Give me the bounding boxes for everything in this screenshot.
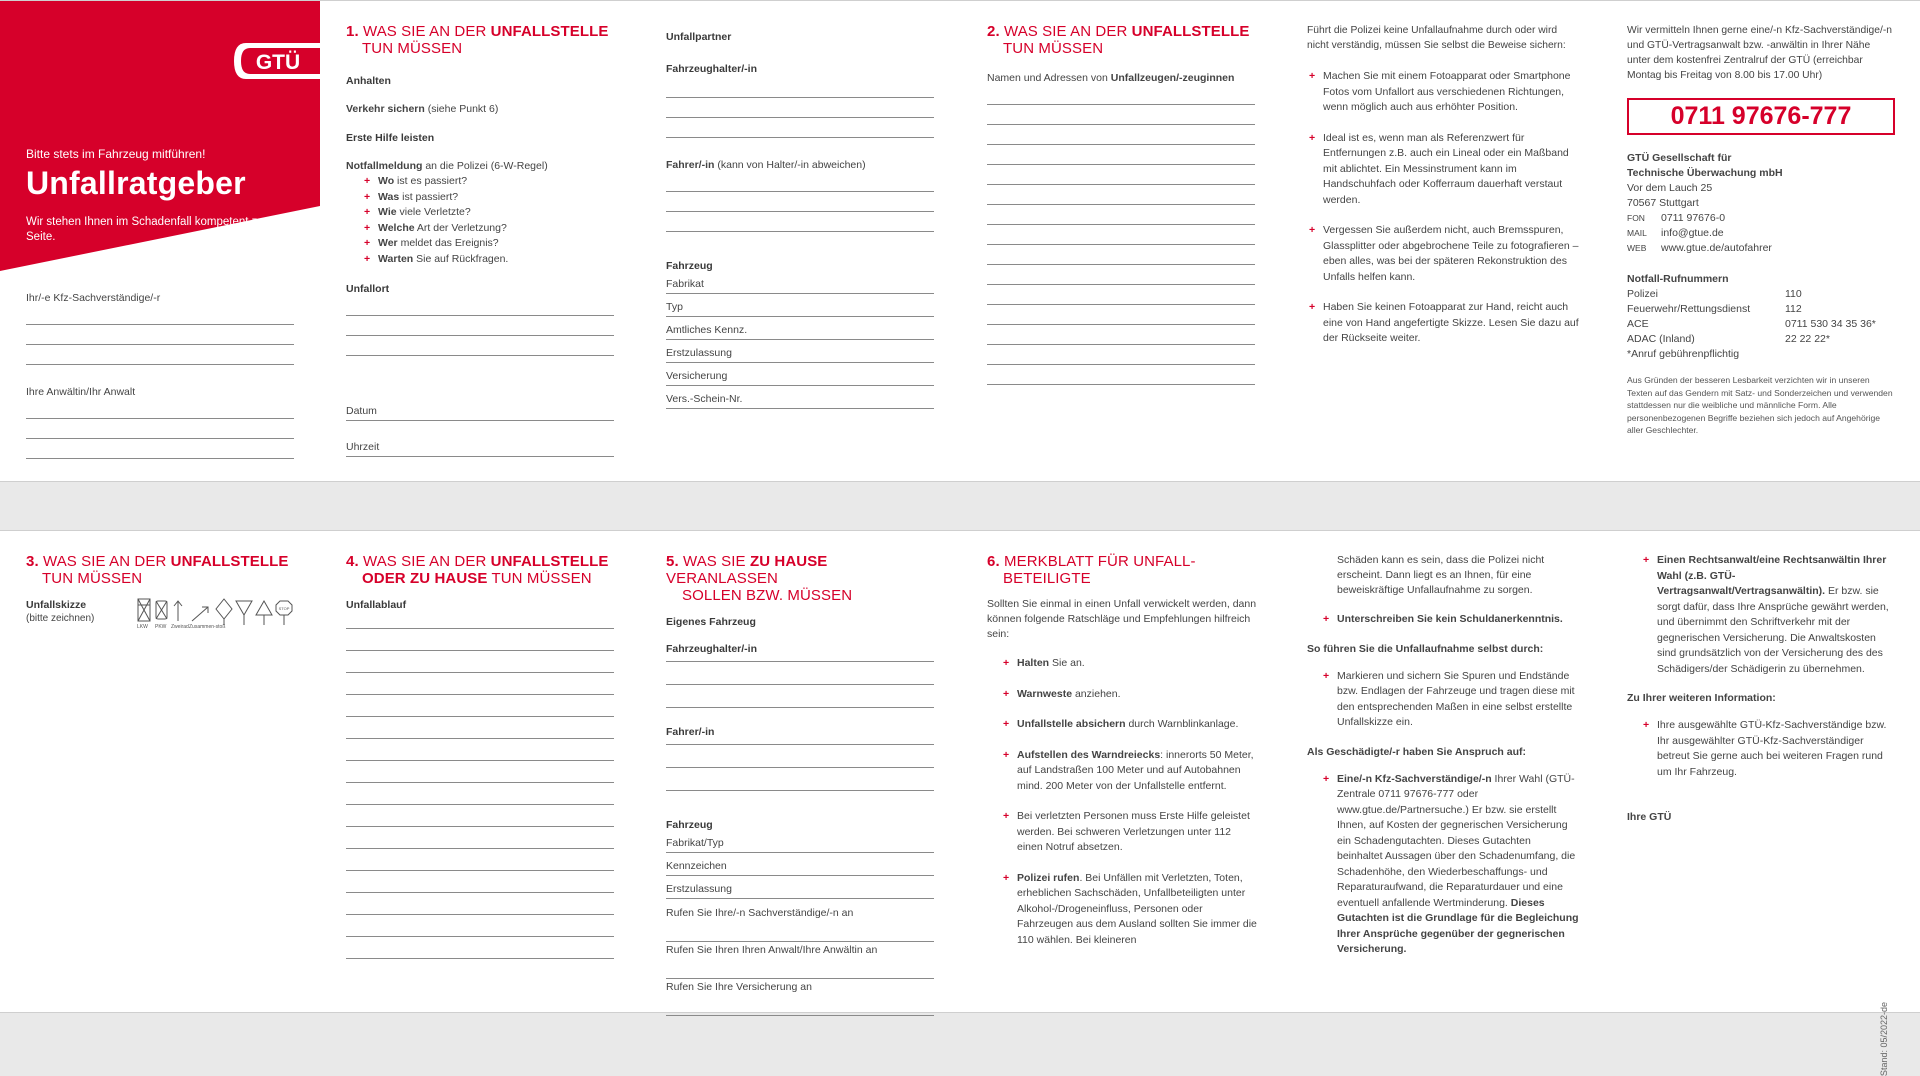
write-line[interactable] [346, 694, 614, 695]
write-line[interactable] [666, 97, 934, 98]
pkw-label: PKW [155, 624, 167, 630]
write-line[interactable] [666, 661, 934, 662]
fee-note: *Anruf gebührenpflichtig [1627, 348, 1740, 360]
company-name-1: GTÜ Gesellschaft für [1627, 152, 1732, 164]
field-kennzeichen[interactable]: Kennzeichen [666, 860, 934, 876]
write-line[interactable] [666, 137, 934, 138]
write-line[interactable] [26, 438, 294, 439]
call-fields [666, 907, 934, 1017]
own-vehicle-fields [666, 837, 934, 907]
contact-fon: FON 0711 97676-0 [1627, 212, 1726, 224]
stop-text: STOP [278, 606, 290, 611]
list-item: + Vergessen Sie außerdem nicht, auch Bremsspuren, Glassplitter oder abgebrochene Teile zu fotografieren – eben alles, was bei der späteren Rekonstruktion des Unfalls helfen kann. [1307, 223, 1579, 285]
write-line[interactable] [666, 744, 934, 745]
write-line[interactable] [346, 650, 614, 651]
vehicle-fields [666, 278, 934, 418]
evidence-list [1307, 69, 1579, 347]
write-line[interactable] [987, 164, 1255, 165]
schuld-list [1321, 612, 1579, 628]
list-item: + Einen Rechtsanwalt/eine Rechtsanwältin Ihrer Wahl (z.B. GTÜ-Vertragsanwalt/Vertragsanwältin). Er bzw. sie sorgt dafür, dass Ihre Ansprüche gewährt werden, und übernimmt den Schriftverkehr mit der gegnerischen Versicherung. Die Anwaltskosten sind grundsätzlich von der Versicherung des des Schädigers/der Schädigerin zu übernehmen. [1641, 553, 1895, 677]
merkblatt-intro: Sollten Sie einmal in einen Unfall verwickelt werden, dann können folgende Ratschläge und Empfehlungen hilfreich sein: [987, 598, 1257, 640]
back-sheet [0, 530, 1920, 1076]
write-line[interactable] [666, 684, 934, 685]
halter-label: Fahrzeughalter/-in [666, 63, 758, 75]
write-line[interactable] [987, 364, 1255, 365]
step-note: (siehe Punkt 6) [424, 103, 499, 115]
list-item: + Unterschreiben Sie kein Schuldanerkenntnis. [1321, 612, 1579, 628]
write-line[interactable] [346, 716, 614, 717]
fahrzeug-label: Fahrzeug [666, 260, 713, 272]
zweirad-label: Zweirad [171, 624, 189, 630]
write-line[interactable] [666, 790, 934, 791]
carry-note: Bitte stets im Fahrzeug mitführen! [26, 147, 206, 161]
sketch-note: (bitte zeichnen) [26, 613, 95, 624]
write-line[interactable] [987, 244, 1255, 245]
section-4-panel [346, 531, 614, 1012]
emergency-row: ADAC (Inland) 22 22 22* [1627, 333, 1830, 345]
evidence-panel [1307, 1, 1579, 481]
section-2-title: 2. WAS SIE AN DER UNFALLSTELLE TUN MÜSSEN [987, 23, 1250, 57]
write-line[interactable] [987, 384, 1255, 385]
list-item: + Aufstellen des Warndreiecks: innerorts 50 Meter, auf Landstraßen 100 Meter und auf Autobahnen mind. 200 Meter von der Unfallstelle entfernt. [1001, 748, 1259, 795]
stoss-label: Zusammen-stoß [189, 624, 226, 630]
list-item: + Eine/-n Kfz-Sachverständige/-n Ihrer Wahl (GTÜ-Zentrale 0711 97676-777 oder www.gtue.de/Partnersuche.) Er bzw. sie erstellt Ihnen, auf Kosten der gegnerischen Versicherung ein Schadengutachten. Dieses Gutachten beinhaltet Aussagen über den Schadenumfang, die Schadenhöhe, den Wiederbeschaffungs- und Reparaturaufwand, die Reparaturdauer und eine eventuell anfallende Wertminderung. Dieses Gutachten ist die Grundlage für die Begleichung Ihrer Ansprüche gegenüber der gegnerischen Versicherung. [1321, 772, 1579, 958]
section-1-panel [346, 1, 614, 481]
list-item: + Haben Sie keinen Fotoapparat zur Hand, reicht auch eine von Hand angefertigte Skizze. Lesen Sie dazu auf der Rückseite weiter. [1307, 300, 1579, 347]
signature: Ihre GTÜ [1627, 811, 1672, 823]
partner-title: Unfallpartner [666, 31, 732, 43]
uhrzeit-label: Uhrzeit [346, 441, 614, 457]
step-note: an die Polizei (6-W-Regel) [422, 160, 548, 172]
contact-mail: MAIL info@gtue.de [1627, 227, 1724, 239]
fahrzeug-label: Fahrzeug [666, 819, 713, 831]
w-rule-list [362, 174, 614, 267]
stand-date: Stand: 05/2022-de [1879, 1002, 1889, 1076]
write-line[interactable] [26, 418, 294, 419]
write-line[interactable] [346, 315, 614, 316]
write-line[interactable] [346, 355, 614, 356]
section-number: 1. [346, 23, 359, 40]
write-line[interactable] [346, 936, 614, 937]
write-line[interactable] [346, 760, 614, 761]
write-line[interactable] [346, 782, 614, 783]
list-item: + Wie viele Verletzte? [362, 205, 614, 221]
ablauf-label: Unfallablauf [346, 599, 407, 611]
evidence-intro: Führt die Polizei keine Unfallaufnahme durch oder wird nicht verständig, müssen Sie selbst die Beweise sichern: [1307, 25, 1566, 51]
gender-note: Aus Gründen der besseren Lesbarkeit verzichten wir in unseren Texten auf das Gendern mit Satz- und Sonderzeichen und verwenden stattdessen nur die weibliche und männliche Form. Alle personenbezogenen Begriffe beziehen sich jedoch auf Angehörige aller Geschlechter. [1627, 375, 1893, 435]
section-5-title: 5. WAS SIE ZU HAUSE VERANLASSEN SOLLEN BZW. MÜSSEN [666, 553, 853, 604]
section-4-title: 4. WAS SIE AN DER UNFALLSTELLE ODER ZU HAUSE TUN MÜSSEN [346, 553, 609, 587]
write-line[interactable] [987, 344, 1255, 345]
step-notfall [346, 159, 614, 174]
write-line[interactable] [346, 826, 614, 827]
mail-link[interactable]: info@gtue.de [1661, 227, 1724, 239]
unfallort-label: Unfallort [346, 283, 390, 295]
call-lawyer-field[interactable]: Rufen Sie Ihren Ihren Anwalt/Ihre Anwältin an [666, 944, 934, 979]
hotline-number[interactable]: 0711 97676-777 [1627, 98, 1895, 135]
title-part: UNFALLSTELLE [490, 23, 609, 40]
step-label: Verkehr sichern [346, 103, 425, 115]
write-line[interactable] [346, 804, 614, 805]
write-line[interactable] [987, 184, 1255, 185]
list-item: + Halten Sie an. [1001, 656, 1259, 672]
emergency-list [1627, 287, 1895, 347]
emergency-row: Polizei 110 [1627, 288, 1802, 300]
field-typ[interactable]: Typ [666, 301, 934, 317]
write-line[interactable] [666, 707, 934, 708]
write-line[interactable] [26, 364, 294, 365]
front-sheet [0, 0, 1920, 482]
info-list [1641, 718, 1895, 780]
write-line[interactable] [346, 892, 614, 893]
web-link[interactable]: www.gtue.de/autofahrer [1661, 242, 1772, 254]
write-line[interactable] [666, 211, 934, 212]
write-line[interactable] [987, 144, 1255, 145]
witness-lines [987, 104, 1255, 385]
priority-sign-icon [216, 599, 232, 619]
section-3-title: 3. WAS SIE AN DER UNFALLSTELLE TUN MÜSSEN [26, 553, 289, 587]
anwalt-list [1641, 553, 1895, 677]
field-erstzulassung[interactable]: Erstzulassung [666, 883, 934, 899]
field-versicherung[interactable]: Versicherung [666, 370, 934, 386]
write-line[interactable] [346, 738, 614, 739]
continuation-1-panel [1307, 531, 1579, 1012]
info-heading: Zu Ihrer weiteren Information: [1627, 692, 1776, 704]
cover-panel [0, 1, 320, 483]
cont-paragraph: Schäden kann es sein, dass die Polizei nicht erscheint. Dann liegt es an Ihnen, für eine beweiskräftige Unfallaufnahme zu sorgen. [1337, 554, 1545, 596]
warning-sign-icon [256, 601, 272, 615]
title-part: TUN MÜSSEN [362, 40, 463, 57]
write-line[interactable] [666, 117, 934, 118]
aufnahme-heading: So führen Sie die Unfallaufnahme selbst durch: [1307, 642, 1544, 655]
partner-panel [666, 1, 934, 481]
field-vers-schein[interactable]: Vers.-Schein-Nr. [666, 393, 934, 409]
list-item: + Wer meldet das Ereignis? [362, 236, 614, 252]
write-line[interactable] [346, 628, 614, 629]
write-line[interactable] [987, 204, 1255, 205]
list-item: + Wo ist es passiert? [362, 174, 614, 190]
write-line[interactable] [346, 335, 614, 336]
emergency-title: Notfall-Rufnummern [1627, 273, 1729, 285]
write-line[interactable] [346, 914, 614, 915]
write-line[interactable] [346, 672, 614, 673]
lawyer-field[interactable] [26, 385, 294, 459]
step-erste-hilfe: Erste Hilfe leisten [346, 132, 435, 144]
datum-label: Datum [346, 405, 614, 421]
write-line[interactable] [987, 124, 1255, 125]
field-kennzeichen[interactable]: Amtliches Kennz. [666, 324, 934, 340]
write-line[interactable] [346, 848, 614, 849]
section-6-title: 6. MERKBLATT FÜR UNFALL- BETEILIGTE [987, 553, 1196, 587]
expert-field[interactable] [26, 291, 294, 365]
section-3-panel [26, 531, 294, 1012]
logo-text: GTÜ [255, 51, 301, 74]
write-line[interactable] [666, 231, 934, 232]
field-erstzulassung[interactable]: Erstzulassung [666, 347, 934, 363]
company-street: Vor dem Lauch 25 [1627, 182, 1713, 194]
field-fabrikat[interactable]: Fabrikat [666, 278, 934, 294]
step-label: Notfallmeldung [346, 160, 423, 172]
yield-sign-icon [236, 601, 252, 615]
list-item: + Ihre ausgewählte GTÜ-Kfz-Sachverständige bzw. Ihr ausgewählter GTÜ-Kfz-Sachverständiger betreut Sie gerne auch bei weiteren Fragen rund um Ihr Fahrzeug. [1641, 718, 1895, 780]
list-item: + Warnweste anziehen. [1001, 687, 1259, 703]
lawyer-label: Ihre Anwältin/Ihr Anwalt [26, 386, 136, 398]
lkw-label: LKW [137, 624, 148, 630]
list-item: + Markieren und sichern Sie Spuren und Endstände bzw. Endlagen der Fahrzeuge und tragen diese mit den entsprechenden Maßen in eine selbst erstellte Unfallskizze ein. [1321, 669, 1579, 731]
write-line[interactable] [346, 870, 614, 871]
traffic-symbols [136, 597, 322, 639]
list-item: + Polizei rufen. Bei Unfällen mit Verletzten, Toten, erheblichen Sachschäden, Unfallbeteiligten unter Alkohol-/Drogeneinfluss, Personen oder Fahrzeugen aus dem Ausland sollten Sie immer die 110 wählen. Bei kleineren [1001, 871, 1259, 949]
list-item: + Was ist passiert? [362, 190, 614, 206]
company-city: 70567 Stuttgart [1627, 197, 1699, 209]
field-fabrikat-typ[interactable]: Fabrikat/Typ [666, 837, 934, 853]
list-item: + Warten Sie auf Rückfragen. [362, 252, 614, 268]
eigen-label: Eigenes Fahrzeug [666, 616, 756, 628]
emergency-row: ACE 0711 530 34 35 36* [1627, 318, 1876, 330]
write-line[interactable] [987, 284, 1255, 285]
merkblatt-list [1001, 656, 1259, 948]
halter-label: Fahrzeughalter/-in [666, 643, 758, 655]
continuation-2-panel [1627, 531, 1895, 1076]
sketch-header [26, 599, 294, 639]
company-name-2: Technische Überwachung mbH [1627, 167, 1783, 179]
write-line[interactable] [987, 224, 1255, 225]
write-line[interactable] [987, 304, 1255, 305]
aufnahme-list [1321, 669, 1579, 731]
anspruch-heading: Als Geschädigte/-r haben Sie Anspruch auf: [1307, 745, 1526, 758]
contact-panel [1627, 1, 1895, 481]
list-item: + Ideal ist es, wenn man als Referenzwert für Entfernungen z.B. auch ein Lineal oder ein Maßband mit ablichtet. Ein Messinstrument kann im Handschuhfach oder Kofferraum dauerhaft verstaut werden. [1307, 131, 1579, 209]
title-part: WAS SIE AN DER [363, 23, 491, 40]
section-1-title [346, 23, 614, 57]
write-line[interactable] [987, 324, 1255, 325]
section-2-panel [987, 1, 1255, 481]
write-line[interactable] [26, 458, 294, 459]
list-item: + Machen Sie mit einem Fotoapparat oder Smartphone Fotos vom Unfallort aus verschiedenen Richtungen, wenn möglich auch aus erhöhter Position. [1307, 69, 1579, 116]
section-6-panel [987, 531, 1259, 1012]
call-expert-field[interactable]: Rufen Sie Ihre/-n Sachverständige/-n an [666, 907, 934, 942]
cover-title: Unfallratgeber [26, 165, 246, 201]
contact-intro: Wir vermitteln Ihnen gerne eine/-n Kfz-Sachverständige/-n und GTÜ-Vertragsanwalt bzw. -anwältin in Ihrer Nähe unter dem kostenfrei Zentralruf der GTÜ (erreichbar Montag bis Freitag von 8.00 bis 17.00 Uhr) [1627, 25, 1892, 81]
section-5-panel [666, 531, 934, 1012]
contact-web: WEB www.gtue.de/autofahrer [1627, 242, 1772, 254]
write-line[interactable] [987, 264, 1255, 265]
step-anhalten: Anhalten [346, 75, 391, 87]
step-verkehr [346, 102, 614, 117]
list-item: + Welche Art der Verletzung? [362, 221, 614, 237]
write-line[interactable] [987, 104, 1255, 105]
emergency-row: Feuerwehr/Rettungsdienst 112 [1627, 303, 1802, 315]
ablauf-lines [346, 628, 614, 959]
collision-icon [192, 607, 208, 621]
list-item: + Bei verletzten Personen muss Erste Hilfe geleistet werden. Bei schweren Verletzungen unter 112 einen Notruf absetzen. [1001, 809, 1259, 856]
anspruch-list [1321, 772, 1579, 958]
call-insurance-field[interactable]: Rufen Sie Ihre Versicherung an [666, 981, 934, 1016]
list-item: + Unfallstelle absichern durch Warnblinkanlage. [1001, 717, 1259, 733]
write-line[interactable] [346, 958, 614, 959]
expert-label: Ihr/-e Kfz-Sachverständige/-r [26, 292, 161, 304]
write-line[interactable] [26, 324, 294, 325]
write-line[interactable] [666, 767, 934, 768]
cover-subtitle: Wir stehen Ihnen im Schadenfall kompetent zur Seite. [26, 216, 268, 243]
write-line[interactable] [26, 344, 294, 345]
fahrer-label: Fahrer/-in [666, 726, 715, 738]
witness-label: Namen und Adressen von Unfallzeugen/-zeuginnen [987, 72, 1235, 84]
fahrer-label: Fahrer/-in (kann von Halter/-in abweichen) [666, 159, 866, 171]
sketch-label: Unfallskizze [26, 599, 87, 611]
write-line[interactable] [666, 191, 934, 192]
gtue-logo [232, 37, 320, 85]
